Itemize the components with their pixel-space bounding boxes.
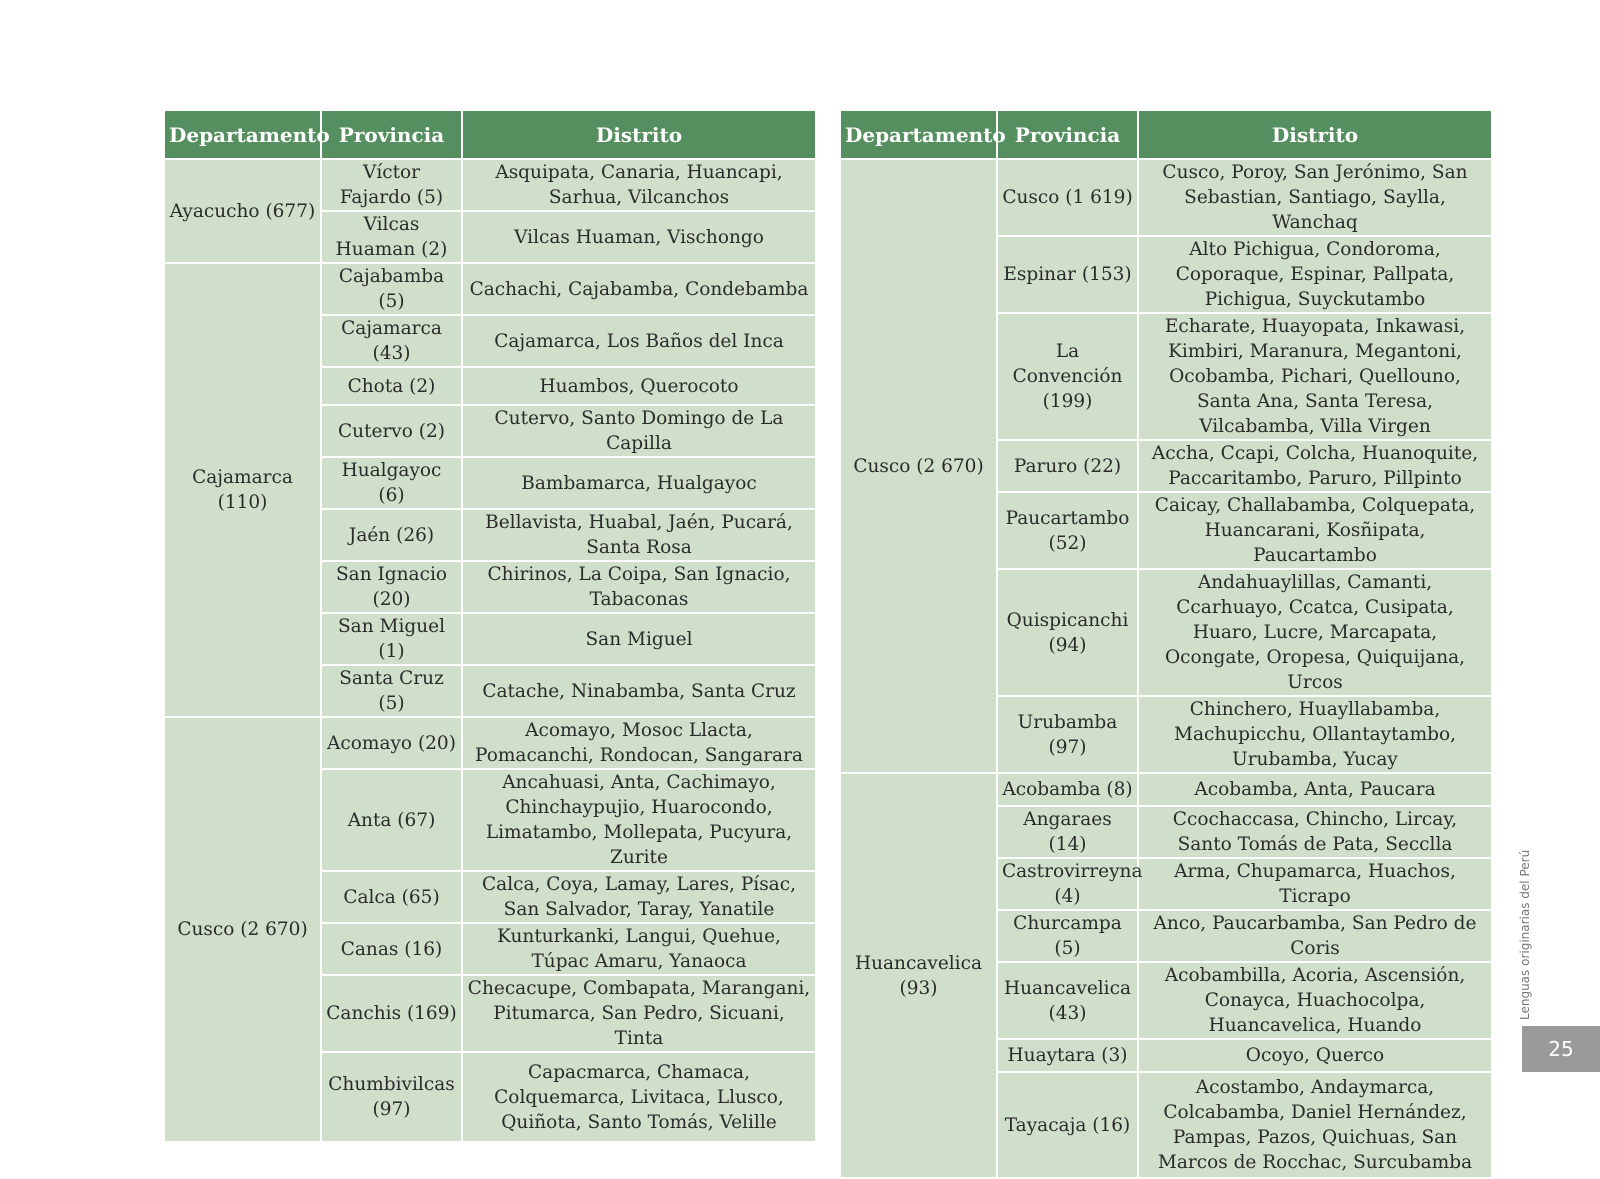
header-provincia: Provincia bbox=[321, 110, 462, 159]
distrito-cell: Accha, Ccapi, Colcha, Huanoquite, Paccaritambo, Paruro, Pillpinto bbox=[1138, 440, 1492, 492]
distrito-cell: Echarate, Huayopata, Inkawasi, Kimbiri, Maranura, Megantoni, Ocobamba, Pichari, Quellouno, Santa Ana, Santa Teresa, Vilcabamba, Villa Virgen bbox=[1138, 313, 1492, 440]
departamento-cell: Cusco (2 670) bbox=[840, 159, 997, 773]
departamento-cell: Huancavelica (93) bbox=[840, 773, 997, 1178]
distrito-cell: Huambos, Querocoto bbox=[462, 367, 816, 405]
provincia-cell: San Ignacio (20) bbox=[321, 561, 462, 613]
provincia-cell: Víctor Fajardo (5) bbox=[321, 159, 462, 211]
provincia-cell: Huaytara (3) bbox=[997, 1039, 1138, 1072]
provincia-cell: Castrovirreyna (4) bbox=[997, 858, 1138, 910]
provincia-cell: Huancavelica (43) bbox=[997, 962, 1138, 1039]
distrito-cell: Acomayo, Mosoc Llacta, Pomacanchi, Rondocan, Sangarara bbox=[462, 717, 816, 769]
distrito-cell: Cajamarca, Los Baños del Inca bbox=[462, 315, 816, 367]
distrito-cell: Arma, Chupamarca, Huachos, Ticrapo bbox=[1138, 858, 1492, 910]
provincia-cell: Vilcas Huaman (2) bbox=[321, 211, 462, 263]
distrito-cell: Acobambilla, Acoria, Ascensión, Conayca, Huachocolpa, Huancavelica, Huando bbox=[1138, 962, 1492, 1039]
distrito-cell: Cachachi, Cajabamba, Condebamba bbox=[462, 263, 816, 315]
distrito-cell: Cutervo, Santo Domingo de La Capilla bbox=[462, 405, 816, 457]
distrito-cell: Anco, Paucarbamba, San Pedro de Coris bbox=[1138, 910, 1492, 962]
distrito-cell: Vilcas Huaman, Vischongo bbox=[462, 211, 816, 263]
distrito-cell: Calca, Coya, Lamay, Lares, Písac, San Salvador, Taray, Yanatile bbox=[462, 871, 816, 923]
provincia-cell: Cusco (1 619) bbox=[997, 159, 1138, 236]
distrito-cell: Bellavista, Huabal, Jaén, Pucará, Santa Rosa bbox=[462, 509, 816, 561]
table-row bbox=[840, 773, 1492, 806]
distrito-cell: Acostambo, Andaymarca, Colcabamba, Daniel Hernández, Pampas, Pazos, Quichuas, San Marcos de Rocchac, Surcubamba bbox=[1138, 1072, 1492, 1178]
provincia-cell: Paucartambo (52) bbox=[997, 492, 1138, 569]
distrito-cell: San Miguel bbox=[462, 613, 816, 665]
provincia-cell: Paruro (22) bbox=[997, 440, 1138, 492]
distrito-cell: Chirinos, La Coipa, San Ignacio, Tabaconas bbox=[462, 561, 816, 613]
header-row bbox=[840, 110, 1492, 159]
table-left bbox=[163, 109, 817, 1143]
departamento-cell: Cajamarca (110) bbox=[164, 263, 321, 717]
distrito-cell: Andahuaylillas, Camanti, Ccarhuayo, Ccatca, Cusipata, Huaro, Lucre, Marcapata, Ocongate, Oropesa, Quiquijana, Urcos bbox=[1138, 569, 1492, 696]
provincia-cell: Canas (16) bbox=[321, 923, 462, 975]
provincia-cell: Chumbivilcas (97) bbox=[321, 1052, 462, 1142]
table-row bbox=[164, 717, 816, 769]
distrito-cell: Checacupe, Combapata, Marangani, Pitumarca, San Pedro, Sicuani, Tinta bbox=[462, 975, 816, 1052]
departamento-cell: Ayacucho (677) bbox=[164, 159, 321, 263]
provincia-cell: Urubamba (97) bbox=[997, 696, 1138, 773]
provincia-cell: Acomayo (20) bbox=[321, 717, 462, 769]
provincia-cell: Calca (65) bbox=[321, 871, 462, 923]
provincia-cell: Acobamba (8) bbox=[997, 773, 1138, 806]
distrito-cell: Acobamba, Anta, Paucara bbox=[1138, 773, 1492, 806]
provincia-cell: Quispicanchi (94) bbox=[997, 569, 1138, 696]
provincia-cell: Jaén (26) bbox=[321, 509, 462, 561]
distrito-cell: Caicay, Challabamba, Colquepata, Huancarani, Kosñipata, Paucartambo bbox=[1138, 492, 1492, 569]
table-row bbox=[164, 159, 816, 211]
distrito-cell: Asquipata, Canaria, Huancapi, Sarhua, Vilcanchos bbox=[462, 159, 816, 211]
side-title: Lenguas originarias del Perú bbox=[1518, 849, 1532, 1020]
distrito-cell: Kunturkanki, Langui, Quehue, Túpac Amaru, Yanaoca bbox=[462, 923, 816, 975]
distrito-cell: Cusco, Poroy, San Jerónimo, San Sebastian, Santiago, Saylla, Wanchaq bbox=[1138, 159, 1492, 236]
distrito-cell: Catache, Ninabamba, Santa Cruz bbox=[462, 665, 816, 717]
provincia-cell: Cutervo (2) bbox=[321, 405, 462, 457]
provincia-cell: Churcampa (5) bbox=[997, 910, 1138, 962]
distrito-cell: Ccochaccasa, Chincho, Lircay, Santo Tomás de Pata, Secclla bbox=[1138, 806, 1492, 858]
header-row bbox=[164, 110, 816, 159]
table-right bbox=[839, 109, 1493, 1179]
provincia-cell: La Convención (199) bbox=[997, 313, 1138, 440]
distrito-cell: Alto Pichigua, Condoroma, Coporaque, Espinar, Pallpata, Pichigua, Suyckutambo bbox=[1138, 236, 1492, 313]
header-departamento: Departamento bbox=[164, 110, 321, 159]
provincia-cell: Cajamarca (43) bbox=[321, 315, 462, 367]
provincia-cell: Tayacaja (16) bbox=[997, 1072, 1138, 1178]
provincia-cell: San Miguel (1) bbox=[321, 613, 462, 665]
provincia-cell: Espinar (153) bbox=[997, 236, 1138, 313]
header-provincia: Provincia bbox=[997, 110, 1138, 159]
page-number: 25 bbox=[1522, 1026, 1600, 1072]
header-distrito: Distrito bbox=[1138, 110, 1492, 159]
distrito-cell: Bambamarca, Hualgayoc bbox=[462, 457, 816, 509]
provincia-cell: Chota (2) bbox=[321, 367, 462, 405]
provincia-cell: Canchis (169) bbox=[321, 975, 462, 1052]
provincia-cell: Anta (67) bbox=[321, 769, 462, 871]
table-row bbox=[164, 263, 816, 315]
header-distrito: Distrito bbox=[462, 110, 816, 159]
distrito-cell: Chinchero, Huayllabamba, Machupicchu, Ollantaytambo, Urubamba, Yucay bbox=[1138, 696, 1492, 773]
distrito-cell: Ocoyo, Querco bbox=[1138, 1039, 1492, 1072]
distrito-cell: Capacmarca, Chamaca, Colquemarca, Livitaca, Llusco, Quiñota, Santo Tomás, Velille bbox=[462, 1052, 816, 1142]
departamento-cell: Cusco (2 670) bbox=[164, 717, 321, 1142]
distrito-cell: Ancahuasi, Anta, Cachimayo, Chinchaypujio, Huarocondo, Limatambo, Mollepata, Pucyura, Zurite bbox=[462, 769, 816, 871]
provincia-cell: Hualgayoc (6) bbox=[321, 457, 462, 509]
header-departamento: Departamento bbox=[840, 110, 997, 159]
provincia-cell: Angaraes (14) bbox=[997, 806, 1138, 858]
provincia-cell: Santa Cruz (5) bbox=[321, 665, 462, 717]
table-row bbox=[840, 159, 1492, 236]
provincia-cell: Cajabamba (5) bbox=[321, 263, 462, 315]
